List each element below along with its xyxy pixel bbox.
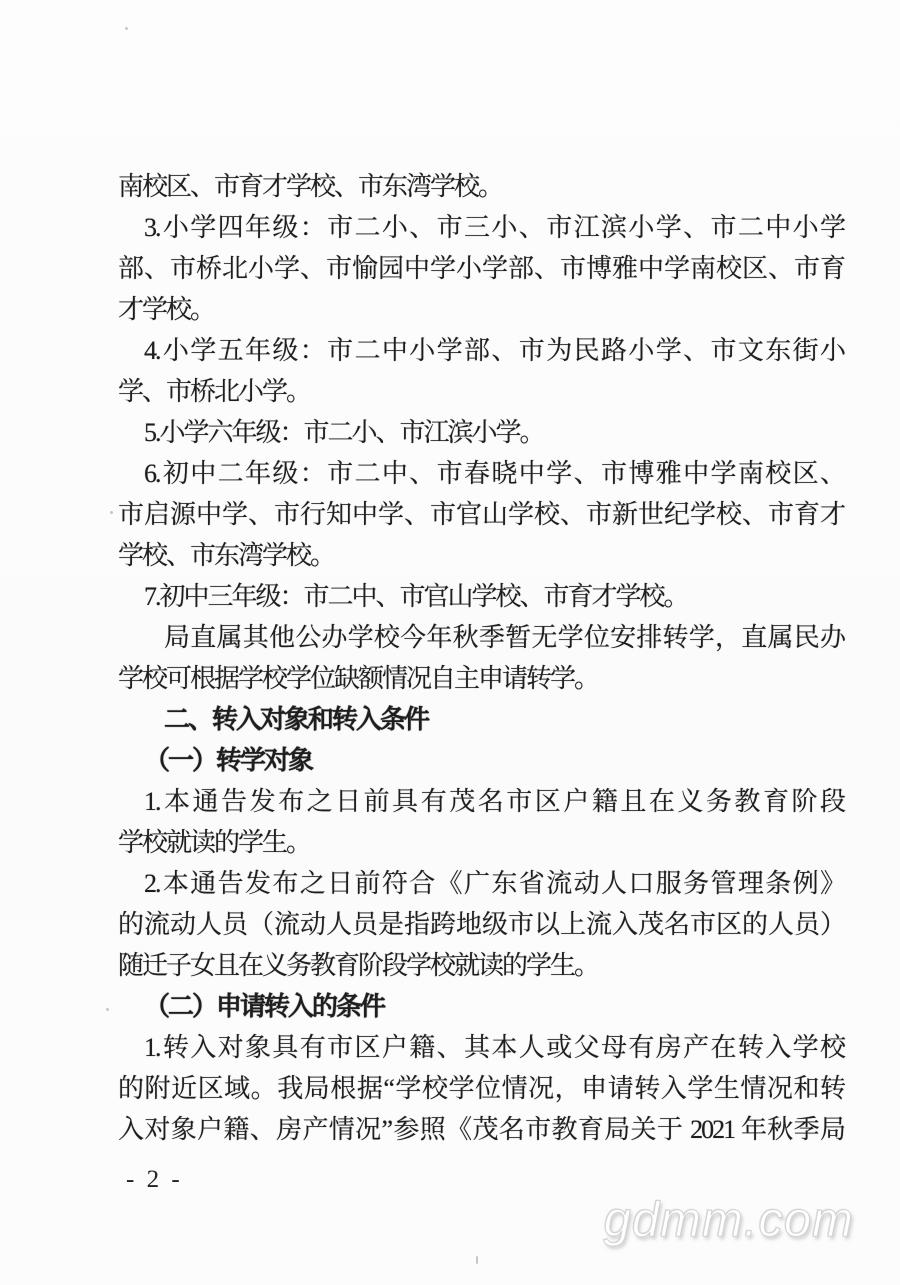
watermark: gdmm.com (603, 1193, 854, 1247)
text-line: 局直属其他公办学校今年秋季暂无学位安排转学，直属民办 (164, 623, 844, 652)
text-line: 4.小学五年级：市二中小学部、市为民路小学、市文东街小 (144, 336, 844, 365)
scan-speck (106, 1008, 109, 1011)
text-line: 学、市桥北小学。 (118, 377, 311, 406)
text-line: 2.本通告发布之日前符合《广东省流动人口服务管理条例》 (144, 869, 844, 898)
text-line: 的流动人员（流动人员是指跨地级市以上流入茂名市区的人员） (118, 910, 844, 939)
text-line: 7.初中三年级：市二中、市官山学校、市育才学校。 (144, 582, 688, 611)
document-body (118, 166, 844, 1150)
text-line: 的附近区域。我局根据“学校学位情况，申请转入学生情况和转 (118, 1074, 844, 1103)
text-line: 1.转入对象具有市区户籍、其本人或父母有房产在转入学校 (144, 1033, 844, 1062)
scan-speck (110, 511, 113, 514)
text-line: 入对象户籍、房产情况”参照《茂名市教育局关于 2021 年秋季局 (118, 1115, 844, 1144)
text-line: 3.小学四年级：市二小、市三小、市江滨小学、市二中小学 (144, 213, 844, 242)
text-line: 南校区、市育才学校、市东湾学校。 (118, 172, 503, 201)
text-line: 学校、市东湾学校。 (118, 541, 335, 570)
text-line: 随迁子女且在义务教育阶段学校就读的学生。 (118, 951, 599, 980)
scan-speck (476, 1256, 478, 1264)
text-line: 市启源中学、市行知中学、市官山学校、市新世纪学校、市育才 (118, 500, 844, 529)
text-line: 1.本通告发布之日前具有茂名市区户籍且在义务教育阶段 (144, 787, 844, 816)
section-heading: （一）转学对象 (144, 746, 313, 775)
scan-speck (125, 27, 128, 30)
page-number: - 2 - (126, 1166, 183, 1193)
text-line: 5.小学六年级：市二小、市江滨小学。 (144, 418, 544, 447)
text-line: 学校可根据学校学位缺额情况自主申请转学。 (118, 664, 599, 693)
text-line: 部、市桥北小学、市愉园中学小学部、市博雅中学南校区、市育 (118, 254, 844, 283)
section-heading: 二、转入对象和转入条件 (164, 705, 429, 734)
text-line: 学校就读的学生。 (118, 828, 311, 857)
text-line: 6.初中二年级：市二中、市春晓中学、市博雅中学南校区、 (144, 459, 844, 488)
text-line: 才学校。 (118, 295, 215, 324)
section-heading: （二）申请转入的条件 (144, 992, 385, 1021)
